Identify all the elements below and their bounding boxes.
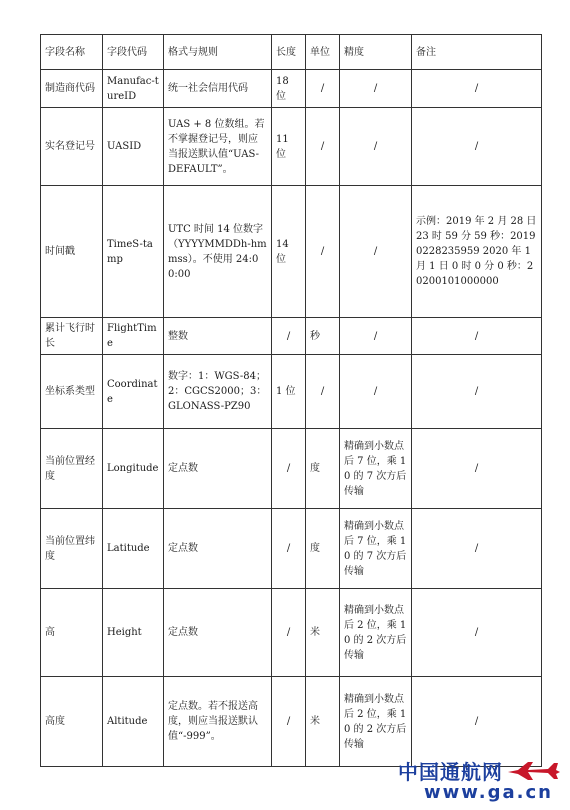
cell-field-code: TimeS-tamp [103, 186, 164, 318]
data-field-table [40, 34, 542, 767]
cell-field-name: 时间戳 [41, 186, 103, 318]
watermark-url: www.ga.cn [424, 782, 553, 803]
cell-remark: / [412, 509, 542, 589]
cell-length: / [272, 429, 306, 509]
table-row [41, 509, 542, 589]
table-row [41, 108, 542, 186]
cell-length: / [272, 589, 306, 677]
cell-remark: / [412, 677, 542, 767]
table-row [41, 355, 542, 429]
cell-field-name: 高度 [41, 677, 103, 767]
cell-unit: / [306, 355, 340, 429]
cell-remark: 示例：2019 年 2 月 28 日 23 时 59 分 59 秒：20190228235959 2020 年 1 月 1 日 0 时 0 分 0 秒：20200101000000 [412, 186, 542, 318]
cell-format: 数字：1：WGS-84；2：CGCS2000；3：GLONASS-PZ90 [164, 355, 272, 429]
cell-field-name: 累计飞行时长 [41, 318, 103, 355]
cell-length: 14 位 [272, 186, 306, 318]
header-format: 格式与规则 [164, 35, 272, 70]
cell-precision: / [340, 186, 412, 318]
cell-length: / [272, 677, 306, 767]
cell-field-code: Manufac-tureID [103, 70, 164, 108]
header-field-code: 字段代码 [103, 35, 164, 70]
cell-length: / [272, 509, 306, 589]
cell-remark: / [412, 318, 542, 355]
cell-length: 18 位 [272, 70, 306, 108]
cell-format: UTC 时间 14 位数字（YYYYMMDDh-hmmss）。不使用 24:00:00 [164, 186, 272, 318]
cell-remark: / [412, 589, 542, 677]
cell-field-code: Altitude [103, 677, 164, 767]
cell-field-name: 实名登记号 [41, 108, 103, 186]
cell-field-name: 当前位置纬度 [41, 509, 103, 589]
header-length: 长度 [272, 35, 306, 70]
cell-unit: 度 [306, 509, 340, 589]
cell-field-code: Coordinate [103, 355, 164, 429]
cell-remark: / [412, 355, 542, 429]
cell-precision: 精确到小数点后 2 位，乘 10 的 2 次方后传输 [340, 677, 412, 767]
cell-field-code: UASID [103, 108, 164, 186]
cell-length: / [272, 318, 306, 355]
cell-field-name: 坐标系类型 [41, 355, 103, 429]
cell-remark: / [412, 429, 542, 509]
table-row [41, 429, 542, 509]
cell-precision: / [340, 70, 412, 108]
table-row [41, 70, 542, 108]
cell-field-code: Longitude [103, 429, 164, 509]
table-header-row [41, 35, 542, 70]
cell-unit: / [306, 70, 340, 108]
cell-unit: 米 [306, 589, 340, 677]
cell-precision: 精确到小数点后 2 位，乘 10 的 2 次方后传输 [340, 589, 412, 677]
cell-format: 整数 [164, 318, 272, 355]
airplane-icon [506, 758, 562, 782]
header-field-name: 字段名称 [41, 35, 103, 70]
cell-unit: / [306, 108, 340, 186]
cell-precision: 精确到小数点后 7 位，乘 10 的 7 次方后传输 [340, 429, 412, 509]
header-remark: 备注 [412, 35, 542, 70]
cell-remark: / [412, 108, 542, 186]
cell-field-code: Height [103, 589, 164, 677]
cell-remark: / [412, 70, 542, 108]
cell-length: 1 位 [272, 355, 306, 429]
cell-unit: / [306, 186, 340, 318]
cell-field-code: FlightTime [103, 318, 164, 355]
cell-format: UAS + 8 位数组。若不掌握登记号，则应当报送默认值“UAS-DEFAULT”。 [164, 108, 272, 186]
watermark-title: 中国通航网 [398, 760, 503, 784]
cell-unit: 米 [306, 677, 340, 767]
table-row [41, 186, 542, 318]
table-row [41, 677, 542, 767]
cell-precision: / [340, 108, 412, 186]
cell-field-name: 当前位置经度 [41, 429, 103, 509]
cell-field-name: 制造商代码 [41, 70, 103, 108]
header-unit: 单位 [306, 35, 340, 70]
cell-format: 定点数 [164, 429, 272, 509]
cell-field-name: 高 [41, 589, 103, 677]
table-row [41, 318, 542, 355]
cell-length: 11 位 [272, 108, 306, 186]
cell-precision: / [340, 318, 412, 355]
cell-precision: / [340, 355, 412, 429]
cell-format: 定点数 [164, 509, 272, 589]
cell-precision: 精确到小数点后 7 位，乘 10 的 7 次方后传输 [340, 509, 412, 589]
cell-field-code: Latitude [103, 509, 164, 589]
site-watermark [394, 756, 564, 806]
cell-unit: 秒 [306, 318, 340, 355]
cell-format: 统一社会信用代码 [164, 70, 272, 108]
cell-format: 定点数 [164, 589, 272, 677]
header-precision: 精度 [340, 35, 412, 70]
table-row [41, 589, 542, 677]
cell-unit: 度 [306, 429, 340, 509]
cell-format: 定点数。若不报送高度，则应当报送默认值“-999”。 [164, 677, 272, 767]
